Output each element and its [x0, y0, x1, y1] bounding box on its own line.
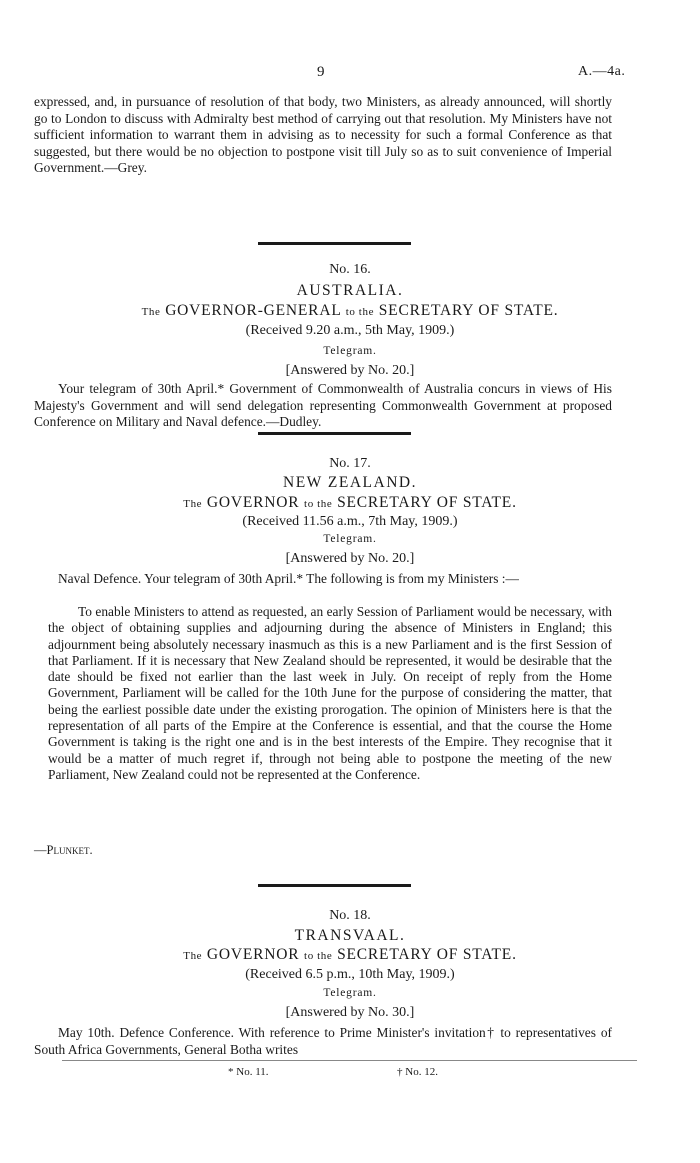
section-divider	[258, 432, 411, 435]
footnote-star: * No. 11.	[228, 1066, 269, 1078]
route-from-title: GOVERNOR	[206, 946, 300, 963]
route-from: The	[183, 950, 203, 962]
telegram-body-text: Your telegram of 30th April.* Government of Commonwealth of Australia concurs in views of His Majesty's Government and will send delegation representing Commonwealth Government at proposed Conference on Military and Naval defence.—Dudley.	[34, 381, 612, 430]
route-from-title: GOVERNOR-GENERAL	[165, 302, 342, 319]
telegram-answered: [Answered by No. 20.]	[285, 363, 415, 378]
telegram-body	[34, 571, 612, 588]
route-to-title: SECRETARY OF STATE.	[378, 302, 559, 319]
telegram-body-text: May 10th. Defence Conference. With reference to Prime Minister's invitation† to representatives of South Africa Governments, General Botha writes	[34, 1025, 612, 1057]
telegram-country: AUSTRALIA.	[296, 282, 404, 299]
telegram-country: NEW ZEALAND.	[283, 474, 417, 491]
telegram-received: (Received 11.56 a.m., 7th May, 1909.)	[242, 514, 458, 529]
opening-text: expressed, and, in pursuance of resolution of that body, two Ministers, as already announced, will shortly go to London to discuss with Admiralty best method of carrying out that resolution. My Ministers have not sufficient information to warrant them in advising as to necessity for such a formal Conference as that suggested, but there would be no objection to postpone visit till July so as to suit convenience of Imperial Government.—Grey.	[34, 94, 612, 176]
telegram-kind: Telegram.	[323, 987, 377, 999]
section-divider	[258, 884, 411, 887]
route-to: to the	[304, 950, 333, 962]
route-to: to the	[345, 306, 375, 318]
route-to-title: SECRETARY OF STATE.	[337, 494, 517, 511]
telegram-number: No. 16.	[329, 262, 371, 277]
telegram-received: (Received 9.20 a.m., 5th May, 1909.)	[245, 323, 455, 338]
telegram-body-text: Naval Defence. Your telegram of 30th April.* The following is from my Ministers :—	[58, 571, 519, 586]
telegram-number: No. 18.	[329, 908, 371, 923]
route-from: The	[141, 306, 161, 318]
telegram-body	[34, 381, 612, 431]
telegram-kind: Telegram.	[323, 345, 377, 357]
opening-paragraph	[34, 94, 612, 177]
route-to: to the	[304, 498, 333, 510]
route-to-title: SECRETARY OF STATE.	[337, 946, 517, 963]
page-number: 9	[317, 64, 325, 80]
telegram-country: TRANSVAAL.	[294, 927, 406, 944]
footnote-dagger: † No. 12.	[397, 1066, 438, 1078]
telegram-route	[0, 946, 700, 964]
route-from: The	[183, 498, 203, 510]
route-from-title: GOVERNOR	[206, 494, 300, 511]
section-divider	[258, 242, 411, 245]
telegram-route	[0, 302, 700, 320]
telegram-signature: —Plunket.	[34, 843, 93, 857]
document-reference: A.—4a.	[578, 64, 626, 79]
telegram-received: (Received 6.5 p.m., 10th May, 1909.)	[245, 967, 455, 982]
ministers-quote	[48, 604, 612, 783]
telegram-route	[0, 494, 700, 512]
footnote-divider	[62, 1060, 637, 1061]
telegram-answered: [Answered by No. 20.]	[285, 551, 415, 566]
telegram-kind: Telegram.	[323, 533, 377, 545]
ministers-quote-text: To enable Ministers to attend as requested, an early Session of Parliament would be necessary, with the object of obtaining supplies and adjourning during the absence of Ministers in England; this adjournment being absolutely necessary inasmuch as this is a new Parliament and is the first Session of that Parliament. If it is necessary that New Zealand should be represented, it would be desirable that the date should be fixed not earlier than the last week in July. On receipt of reply from the Home Government, Parliament will be called for the 10th June for the purpose of considering the matter, that being the earliest possible date under the existing prorogation. The opinion of Ministers here is that the representation of all parts of the Empire at the Conference is essential, and that the course the Home Government is taking is the right one and is in the best interests of the Empire. They recognise that it would be a matter of much regret if, through not being able to postpone the meeting of the new Parliament, New Zealand could not be represented at the Conference.	[48, 604, 612, 782]
telegram-body	[34, 1025, 612, 1058]
telegram-answered: [Answered by No. 30.]	[285, 1005, 415, 1020]
telegram-number: No. 17.	[329, 456, 371, 471]
